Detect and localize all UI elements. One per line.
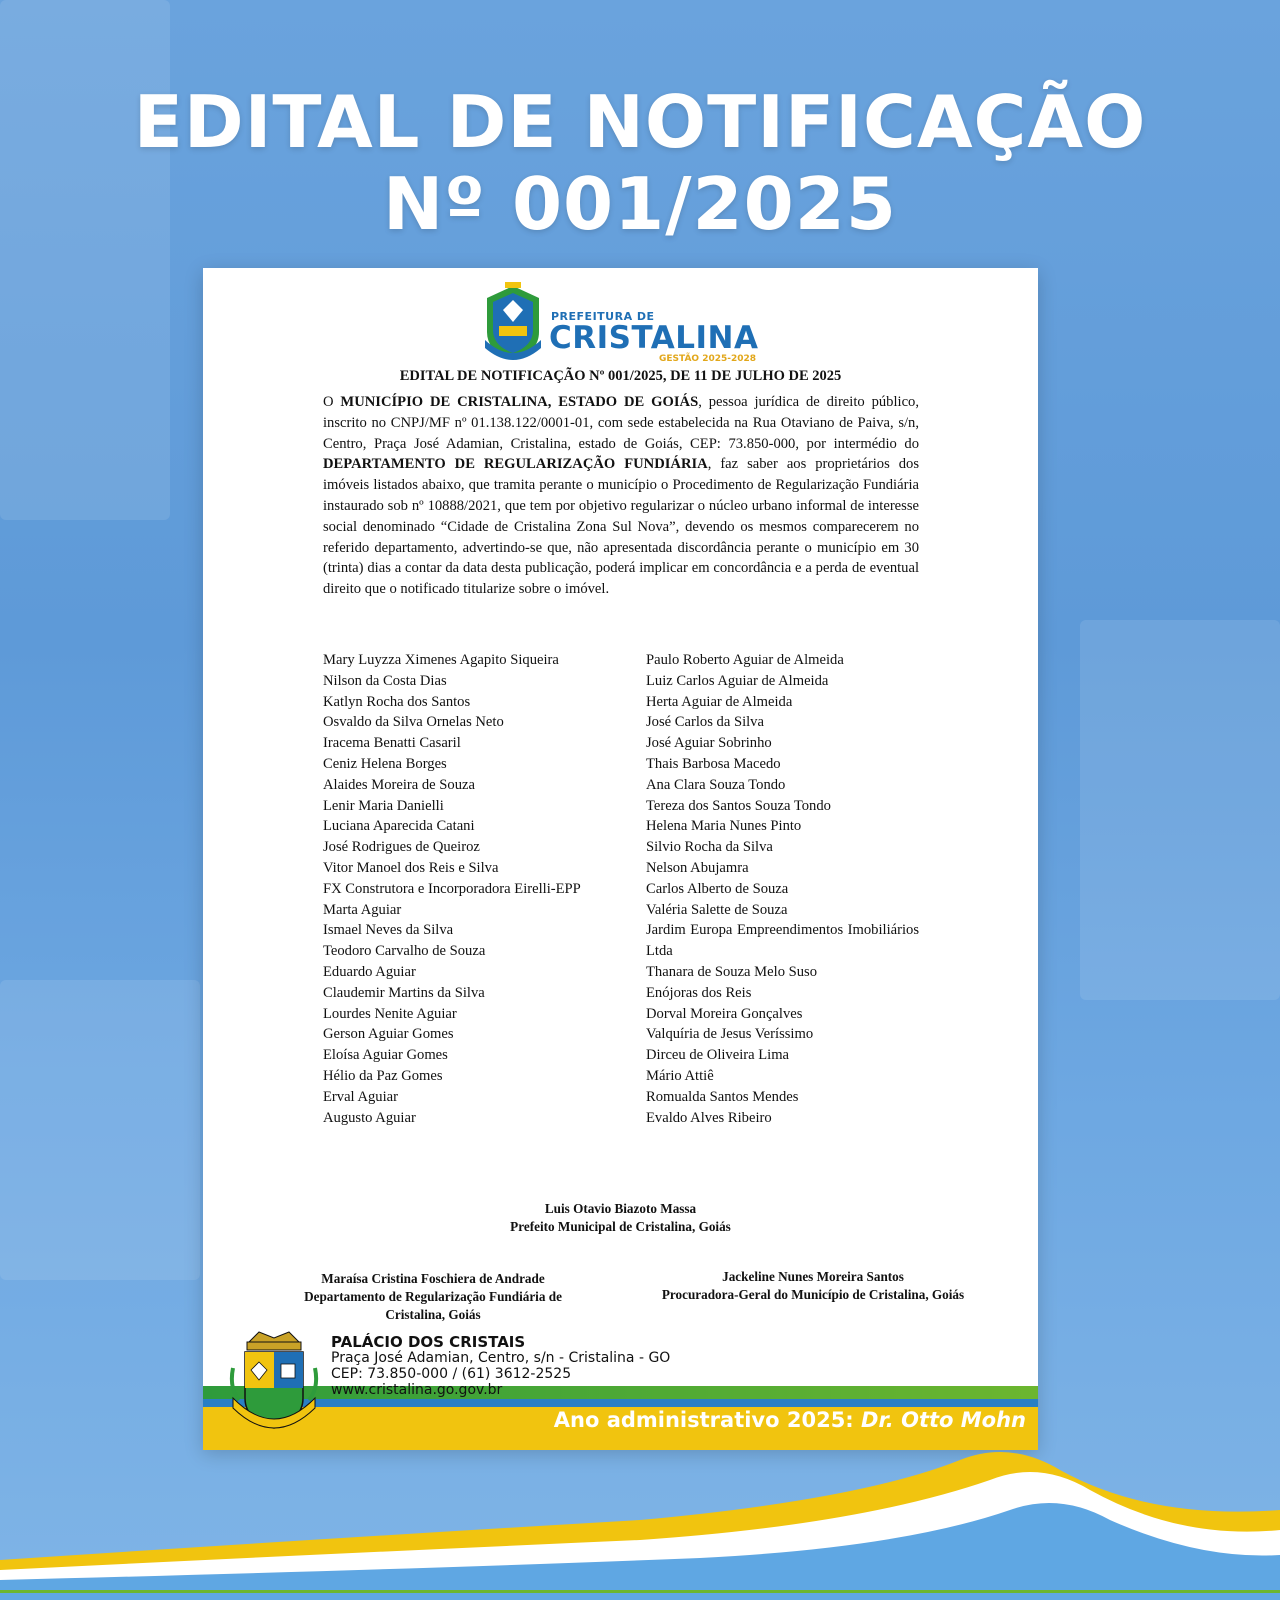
document-title: EDITAL DE NOTIFICAÇÃO Nº 001/2025, DE 11 DE JULHO DE 2025 bbox=[399, 368, 842, 384]
signature-mayor bbox=[453, 1200, 788, 1236]
cristalina-crest-icon bbox=[481, 280, 545, 362]
list-item: Augusto Aguiar bbox=[323, 1109, 416, 1126]
footer-address: Praça José Adamian, Centro, s/n - Cristalina - GO bbox=[331, 1350, 671, 1366]
list-item: Valquíria de Jesus Veríssimo bbox=[646, 1026, 814, 1043]
notice-document bbox=[203, 268, 1038, 1450]
list-item: Evaldo Alves Ribeiro bbox=[646, 1109, 772, 1126]
body-lead: O bbox=[323, 394, 341, 410]
list-item: Romualda Santos Mendes bbox=[646, 1088, 799, 1105]
logo-prefeitura-label: PREFEITURA DE bbox=[551, 310, 655, 323]
list-item: Alaides Moreira de Souza bbox=[323, 776, 475, 793]
names-list-right bbox=[646, 650, 919, 1128]
list-item: Herta Aguiar de Almeida bbox=[646, 693, 793, 710]
list-item: Vitor Manoel dos Reis e Silva bbox=[323, 859, 499, 876]
signature-name: Maraísa Cristina Foschiera de Andrade bbox=[321, 1271, 545, 1286]
list-item: Hélio da Paz Gomes bbox=[323, 1067, 443, 1084]
footer-phone: CEP: 73.850-000 / (61) 3612-2525 bbox=[331, 1366, 572, 1382]
signature-role: Departamento de Regularização Fundiária de Cristalina, Goiás bbox=[304, 1289, 562, 1322]
signature-procuradora bbox=[643, 1268, 983, 1304]
body-municipio: MUNICÍPIO DE CRISTALINA, ESTADO DE GOIÁS bbox=[340, 394, 699, 410]
body-middle: , pessoa jurídica de direito público, inscrito no CNPJ/MF nº 01.138.122/0001-01, com sede estabelecida na Rua Otaviano de Paiva, s/n, Centro, Praça José Adamian, Cristalina, estado de Goiás, CEP: 73.850-000, por intermédio do bbox=[323, 394, 919, 452]
list-item: Paulo Roberto Aguiar de Almeida bbox=[646, 652, 844, 668]
list-item: Tereza dos Santos Souza Tondo bbox=[646, 797, 831, 814]
list-item: Enójoras dos Reis bbox=[646, 984, 752, 1001]
background-shape bbox=[1080, 620, 1280, 1000]
list-item: Nelson Abujamra bbox=[646, 859, 749, 876]
list-item: Teodoro Carvalho de Souza bbox=[323, 943, 486, 960]
headline-title: EDITAL DE NOTIFICAÇÃO bbox=[133, 80, 1147, 164]
headline-number: Nº 001/2025 bbox=[383, 162, 897, 246]
list-item: Marta Aguiar bbox=[323, 901, 402, 918]
list-item: Katlyn Rocha dos Santos bbox=[323, 693, 471, 710]
list-item: Claudemir Martins da Silva bbox=[323, 984, 485, 1001]
signature-name: Jackeline Nunes Moreira Santos bbox=[722, 1269, 904, 1284]
prefeitura-logo bbox=[481, 280, 771, 362]
body-end: , faz saber aos proprietários dos imóveis listados abaixo, que tramita perante o município o Procedimento de Regularização Fundiária instaurado sob nº 10888/2021, que tem por objetivo regularizar o núcleo urbano informal de interesse social denominado “Cidade de Cristalina Zona Sul Nova”, devendo os mesmos comparecerem no referido departamento, advertindo-se que, não apresentada discordância perante o município em 30 (trinta) dias a contar da data desta publicação, poderá implicar em concordância e a perda de eventual direito que o notificado titularize sobre o imóvel. bbox=[323, 456, 920, 598]
list-item: Osvaldo da Silva Ornelas Neto bbox=[323, 714, 504, 731]
list-item: Nilson da Costa Dias bbox=[323, 672, 447, 689]
list-item: Luiz Carlos Aguiar de Almeida bbox=[646, 672, 829, 689]
signature-role: Prefeito Municipal de Cristalina, Goiás bbox=[510, 1219, 731, 1234]
document-body bbox=[323, 392, 919, 600]
body-departamento: DEPARTAMENTO DE REGULARIZAÇÃO FUNDIÁRIA bbox=[323, 456, 708, 473]
coat-of-arms-icon bbox=[229, 1328, 319, 1438]
list-item: Mary Luyzza Ximenes Agapito Siqueira bbox=[323, 652, 559, 668]
signature-department bbox=[283, 1270, 583, 1324]
ano-honoree: Dr. Otto Mohn bbox=[861, 1408, 1026, 1432]
footer-website: www.cristalina.go.gov.br bbox=[331, 1382, 503, 1398]
decorative-wave bbox=[0, 1440, 1280, 1600]
list-item: Carlos Alberto de Souza bbox=[646, 880, 789, 897]
list-item: Silvio Rocha da Silva bbox=[646, 839, 773, 856]
administrative-year-banner bbox=[554, 1408, 1026, 1432]
list-item: José Rodrigues de Queiroz bbox=[323, 839, 480, 856]
signature-role: Procuradora-Geral do Município de Cristalina, Goiás bbox=[661, 1287, 965, 1302]
list-item: Erval Aguiar bbox=[323, 1088, 398, 1105]
list-item: Gerson Aguiar Gomes bbox=[323, 1026, 454, 1043]
footer-contact bbox=[331, 1334, 670, 1398]
list-item: José Carlos da Silva bbox=[646, 714, 764, 731]
list-item: Ana Clara Souza Tondo bbox=[646, 776, 786, 793]
ano-label: Ano administrativo 2025: bbox=[553, 1408, 862, 1432]
list-item: Ceniz Helena Borges bbox=[323, 755, 447, 772]
list-item: José Aguiar Sobrinho bbox=[646, 735, 772, 752]
list-item: Ismael Neves da Silva bbox=[323, 922, 454, 939]
names-list-left bbox=[323, 650, 595, 1128]
footer-title: PALÁCIO DOS CRISTAIS bbox=[331, 1333, 526, 1351]
list-item: Thais Barbosa Macedo bbox=[646, 755, 781, 772]
footer-stripe-blue bbox=[203, 1399, 1038, 1407]
list-item: FX Construtora e Incorporadora Eirelli-EPP bbox=[323, 880, 581, 897]
list-item: Dorval Moreira Gonçalves bbox=[646, 1005, 803, 1022]
list-item: Dirceu de Oliveira Lima bbox=[646, 1047, 790, 1064]
logo-gestao-label: GESTÃO 2025-2028 bbox=[659, 354, 757, 364]
list-item: Thanara de Souza Melo Suso bbox=[646, 963, 818, 980]
list-item: Helena Maria Nunes Pinto bbox=[646, 818, 802, 835]
list-item: Luciana Aparecida Catani bbox=[323, 818, 475, 835]
list-item: Valéria Salette de Souza bbox=[646, 901, 788, 918]
background-shape bbox=[0, 980, 200, 1280]
list-item: Eloísa Aguiar Gomes bbox=[323, 1047, 448, 1064]
list-item: Eduardo Aguiar bbox=[323, 963, 416, 980]
list-item: Mário Attiê bbox=[646, 1067, 714, 1084]
signature-name: Luis Otavio Biazoto Massa bbox=[544, 1201, 697, 1216]
list-item: Iracema Benatti Casaril bbox=[323, 735, 461, 752]
list-item: Lenir Maria Danielli bbox=[323, 797, 444, 814]
list-item: Jardim Europa Empreendimentos Imobiliários Ltda bbox=[646, 922, 919, 960]
background-shape bbox=[0, 0, 170, 520]
list-item: Lourdes Nenite Aguiar bbox=[323, 1005, 457, 1022]
logo-city-name: CRISTALINA bbox=[549, 320, 759, 356]
